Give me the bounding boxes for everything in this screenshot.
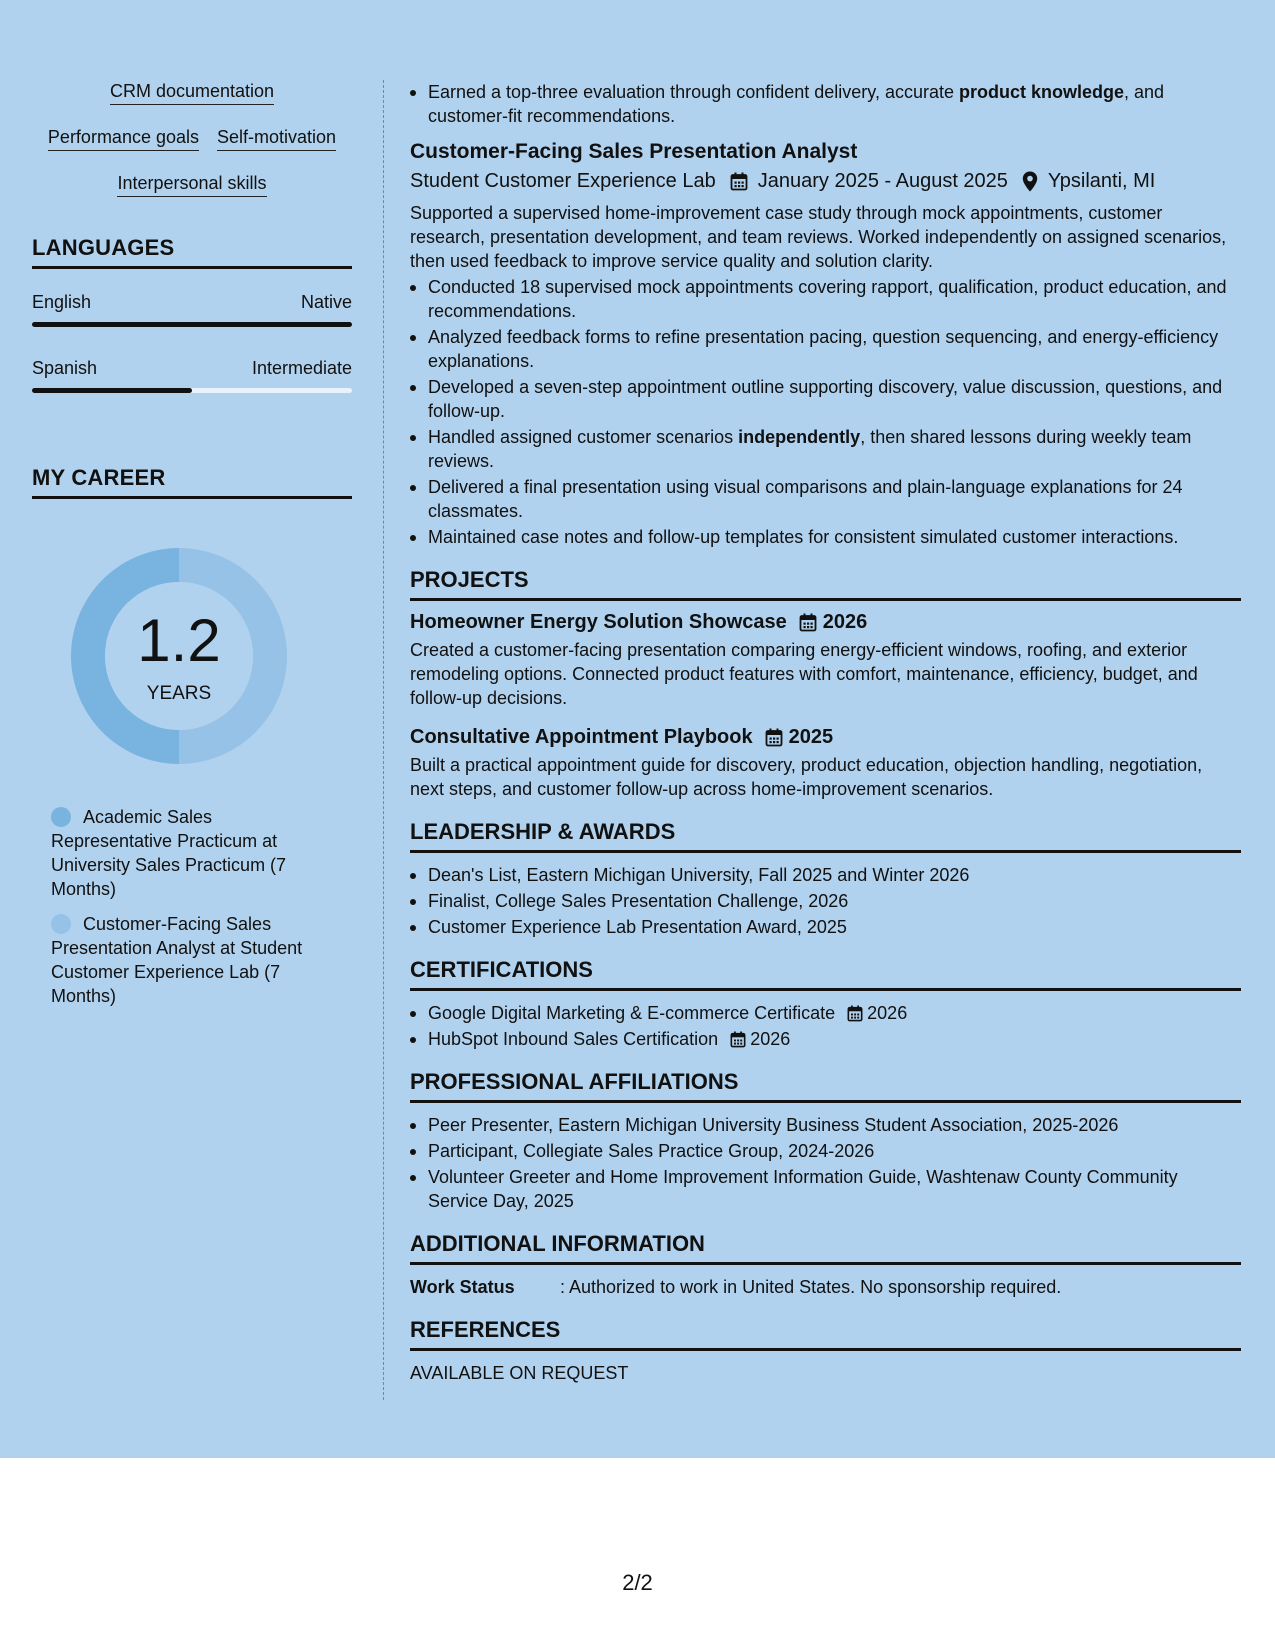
bullet-item: Analyzed feedback forms to refine presentation pacing, question sequencing, and energy-efficiency explanations. <box>410 325 1241 373</box>
job-location: Ypsilanti, MI <box>1047 170 1156 192</box>
certification-item <box>410 1027 1241 1051</box>
job-summary: Supported a supervised home-improvement case study through mock appointments, customer research, presentation development, and team reviews. Worked independently on assigned scenarios, then used feedback to improve service quality and solution clarity. <box>410 203 1227 271</box>
job-meta <box>410 170 1241 193</box>
language-name: English <box>32 292 92 312</box>
language-level: Intermediate <box>251 358 352 378</box>
skill-tag: Performance goals <box>48 126 199 151</box>
projects-heading: PROJECTS <box>410 567 1241 601</box>
references-heading: REFERENCES <box>410 1317 1241 1351</box>
skill-tag: Interpersonal skills <box>117 172 266 197</box>
languages-heading: LANGUAGES <box>32 235 352 269</box>
skill-tag: CRM documentation <box>110 80 274 105</box>
language-proficiency-bar <box>32 388 352 393</box>
certification-name: HubSpot Inbound Sales Certification <box>428 1029 719 1049</box>
career-legend-label: Customer-Facing Sales Presentation Analyst at Student Customer Experience Lab (7 Months) <box>51 914 303 1006</box>
project-year: 2025 <box>788 726 834 748</box>
bullet-item: Developed a seven-step appointment outline supporting discovery, value discussion, questions, and follow-up. <box>410 375 1241 423</box>
career-legend <box>32 805 322 1008</box>
career-total-unit: YEARS <box>146 683 212 704</box>
bullet-item: Earned a top-three evaluation through confident delivery, accurate product knowledge, and customer-fit recommendations. <box>410 80 1241 128</box>
work-status-row <box>410 1275 1241 1299</box>
certifications-list <box>410 1001 1241 1051</box>
affiliations-heading: PROFESSIONAL AFFILIATIONS <box>410 1069 1241 1103</box>
language-level: Native <box>300 292 352 312</box>
certification-item <box>410 1001 1241 1025</box>
affiliations-list <box>410 1113 1241 1213</box>
calendar-icon <box>799 613 817 632</box>
language-proficiency-bar <box>32 322 352 327</box>
bullet-item: Conducted 18 supervised mock appointments covering rapport, qualification, product education, and recommendations. <box>410 275 1241 323</box>
certifications-heading: CERTIFICATIONS <box>410 957 1241 991</box>
bullet-item: Handled assigned customer scenarios independently, then shared lessons during weekly team reviews. <box>410 425 1241 473</box>
language-proficiency-fill <box>32 322 352 327</box>
right-column <box>410 80 1241 1385</box>
awards-heading: LEADERSHIP & AWARDS <box>410 819 1241 853</box>
affiliation-item: Peer Presenter, Eastern Michigan University Business Student Association, 2025-2026 <box>410 1113 1241 1137</box>
work-status-value: : Authorized to work in United States. No sponsorship required. <box>560 1277 1062 1297</box>
legend-dot-icon <box>51 807 71 827</box>
calendar-icon <box>847 1005 863 1022</box>
project-name: Consultative Appointment Playbook <box>410 726 753 748</box>
calendar-icon <box>730 172 748 191</box>
language-name: Spanish <box>32 358 98 378</box>
project-item <box>410 611 1241 710</box>
affiliation-item: Volunteer Greeter and Home Improvement Information Guide, Washtenaw County Community Service Day, 2025 <box>410 1165 1241 1213</box>
award-item: Finalist, College Sales Presentation Challenge, 2026 <box>410 889 1241 913</box>
career-legend-item <box>51 912 322 1008</box>
job-title: Customer-Facing Sales Presentation Analyst <box>410 140 858 163</box>
certification-year: 2026 <box>750 1029 791 1049</box>
job-bullets <box>410 275 1241 549</box>
skills-list <box>32 80 352 197</box>
project-description: Created a customer-facing presentation comparing energy-efficient windows, roofing, and exterior remodeling options. Connected product features with comfort, maintenance, efficiency, budget, and follow-up decisions. <box>410 640 1198 708</box>
affiliation-item: Participant, Collegiate Sales Practice Group, 2024-2026 <box>410 1139 1241 1163</box>
location-pin-icon <box>1022 171 1038 192</box>
project-item <box>410 726 1241 801</box>
skill-tag: Self-motivation <box>217 126 336 151</box>
column-divider <box>383 80 384 1400</box>
career-heading: MY CAREER <box>32 465 352 499</box>
project-name: Homeowner Energy Solution Showcase <box>410 611 787 633</box>
page-number: 2/2 <box>622 1570 653 1595</box>
project-description: Built a practical appointment guide for discovery, product education, objection handling, negotiation, next steps, and customer follow-up across home-improvement scenarios. <box>410 755 1203 799</box>
bullet-item: Maintained case notes and follow-up templates for consistent simulated customer interactions. <box>410 525 1241 549</box>
bullet-item: Delivered a final presentation using visual comparisons and plain-language explanations for 24 classmates. <box>410 475 1241 523</box>
additional-info-heading: ADDITIONAL INFORMATION <box>410 1231 1241 1265</box>
awards-list <box>410 863 1241 939</box>
project-year: 2026 <box>822 611 868 633</box>
left-column <box>32 80 352 1019</box>
award-item: Dean's List, Eastern Michigan University, Fall 2025 and Winter 2026 <box>410 863 1241 887</box>
career-legend-item <box>51 805 322 901</box>
language-item <box>32 357 352 393</box>
previous-job-bullets <box>410 80 1241 128</box>
career-donut-chart <box>66 543 292 769</box>
career-legend-label: Academic Sales Representative Practicum at University Sales Practicum (7 Months) <box>51 807 287 899</box>
legend-dot-icon <box>51 914 71 934</box>
language-item <box>32 291 352 327</box>
certification-year: 2026 <box>867 1003 908 1023</box>
award-item: Customer Experience Lab Presentation Award, 2025 <box>410 915 1241 939</box>
work-status-label: Work Status <box>410 1277 515 1297</box>
calendar-icon <box>730 1031 746 1048</box>
career-total-value: 1.2 <box>137 607 221 674</box>
language-proficiency-fill <box>32 388 192 393</box>
calendar-icon <box>765 728 783 747</box>
references-text: AVAILABLE ON REQUEST <box>410 1363 629 1383</box>
certification-name: Google Digital Marketing & E-commerce Certificate <box>428 1003 836 1023</box>
job-company: Student Customer Experience Lab <box>410 170 716 192</box>
job-dates: January 2025 - August 2025 <box>757 170 1008 192</box>
